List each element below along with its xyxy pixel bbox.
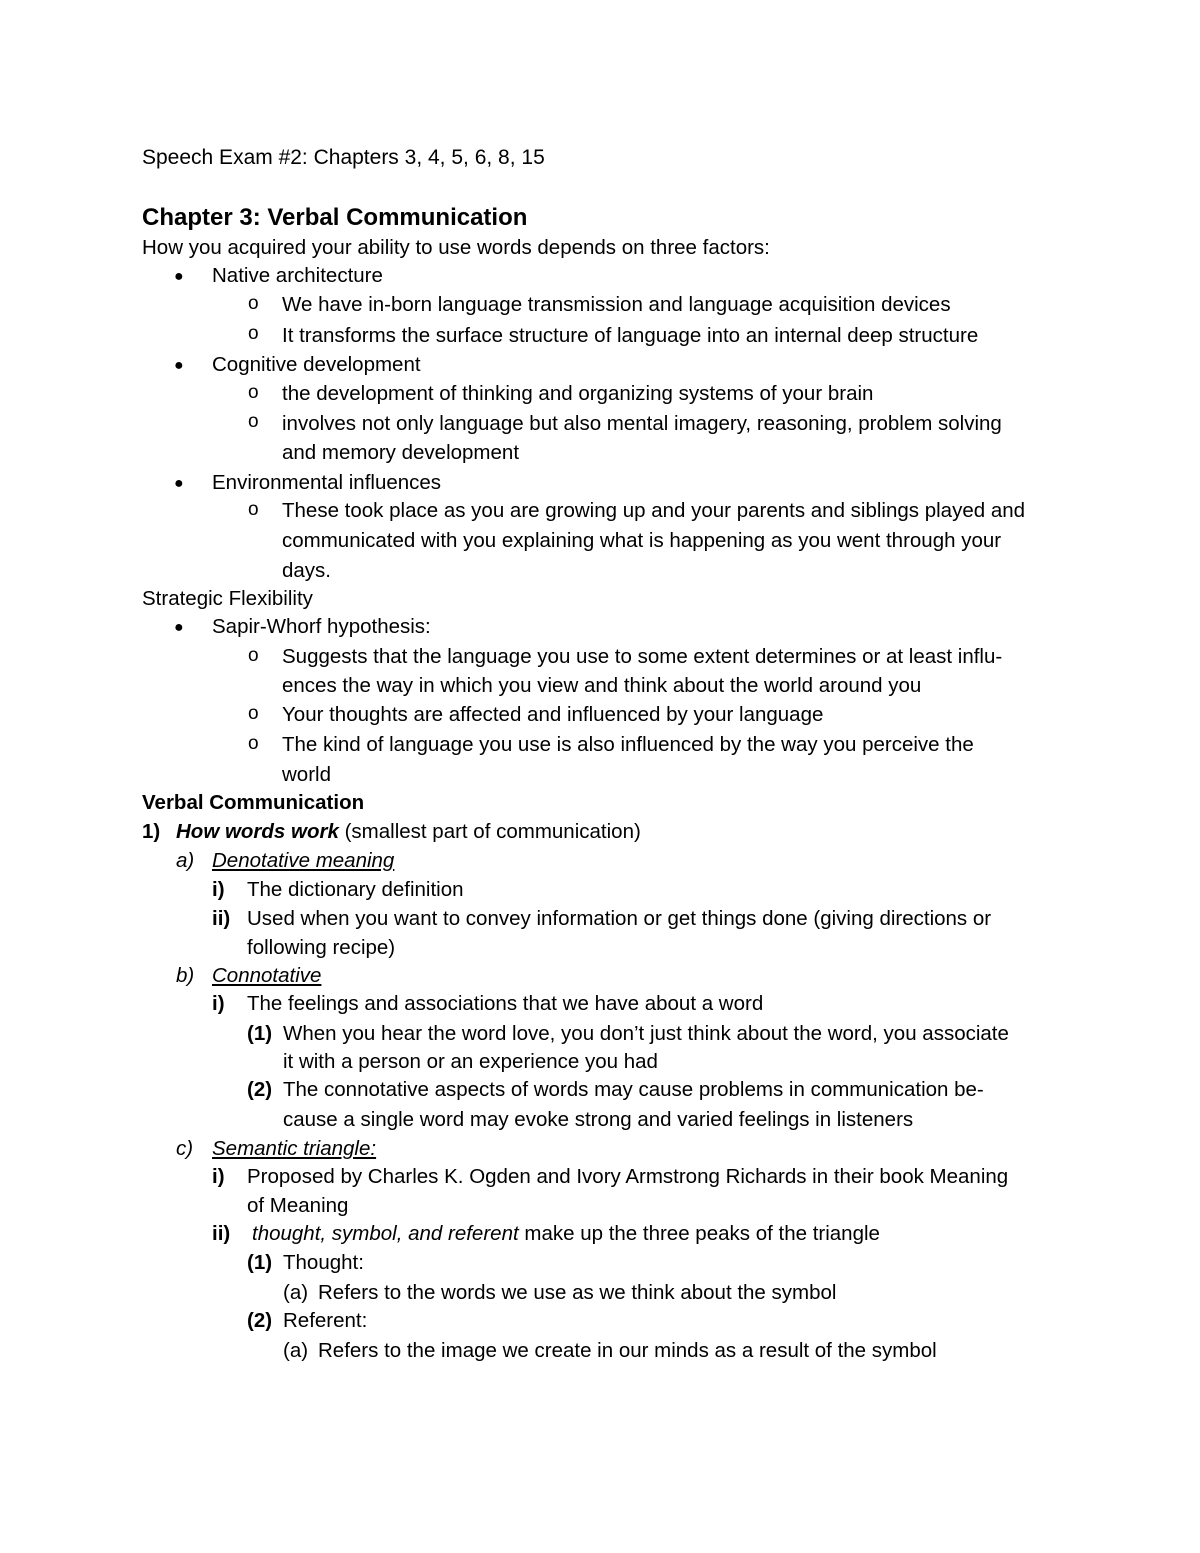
- list-letter: b): [176, 964, 195, 987]
- circle-bullet-icon: o: [248, 323, 259, 344]
- subheading-semantic-triangle: Semantic triangle:: [212, 1137, 377, 1160]
- circle-bullet-icon: o: [248, 293, 259, 314]
- list-paren-letter: (a): [283, 1339, 309, 1362]
- list-item-continuation: ences the way in which you view and think about the world around you: [282, 674, 922, 697]
- list-item: Sapir-Whorf hypothesis:: [212, 615, 431, 638]
- emphasis-text: thought, symbol, and referent: [252, 1222, 519, 1245]
- list-roman: i): [212, 992, 225, 1015]
- list-item: We have in-born language transmission and language acquisition devices: [282, 293, 951, 316]
- list-paren-number: (1): [247, 1022, 273, 1045]
- list-item-continuation: communicated with you explaining what is happening as you went through your: [282, 529, 1002, 552]
- list-item: The connotative aspects of words may cause problems in communication be-: [283, 1078, 984, 1101]
- list-letter: a): [176, 849, 195, 872]
- list-item-continuation: following recipe): [247, 936, 396, 959]
- intro-text: How you acquired your ability to use words depends on three factors:: [142, 236, 770, 259]
- bullet-icon: ●: [174, 619, 184, 636]
- list-item-continuation: and memory development: [282, 441, 520, 464]
- factor-cognitive-development: Cognitive development: [212, 353, 421, 376]
- list-item: involves not only language but also mental imagery, reasoning, problem solving: [282, 412, 1002, 435]
- list-item-text: make up the three peaks of the triangle: [518, 1222, 880, 1245]
- list-item: Suggests that the language you use to some extent determines or at least influ-: [282, 645, 1003, 668]
- list-paren-number: (2): [247, 1078, 273, 1101]
- list-item: These took place as you are growing up and your parents and siblings played and: [282, 499, 1026, 522]
- list-item: When you hear the word love, you don’t just think about the word, you associate: [283, 1022, 1009, 1045]
- list-item: Proposed by Charles K. Ogden and Ivory Armstrong Richards in their book Meaning: [247, 1165, 1009, 1188]
- list-item-text: (smallest part of communication): [338, 820, 641, 843]
- list-paren-number: (2): [247, 1309, 273, 1332]
- list-roman: ii): [212, 1222, 231, 1245]
- chapter-heading: Chapter 3: Verbal Communication: [142, 204, 528, 231]
- list-item: the development of thinking and organizing systems of your brain: [282, 382, 874, 405]
- circle-bullet-icon: o: [248, 703, 259, 724]
- list-letter: c): [176, 1137, 194, 1160]
- bullet-icon: ●: [174, 357, 184, 374]
- circle-bullet-icon: o: [248, 645, 259, 666]
- document-title: Speech Exam #2: Chapters 3, 4, 5, 6, 8, 15: [142, 146, 545, 169]
- list-item-how-words-work: [176, 822, 641, 843]
- list-item-continuation: it with a person or an experience you had: [283, 1050, 658, 1073]
- section-heading-strategic-flexibility: Strategic Flexibility: [142, 587, 313, 610]
- list-number: 1): [142, 820, 161, 843]
- list-item-continuation: cause a single word may evoke strong and varied feelings in listeners: [283, 1108, 914, 1131]
- subheading-connotative: Connotative: [212, 964, 322, 987]
- list-item: The dictionary definition: [247, 878, 464, 901]
- circle-bullet-icon: o: [248, 411, 259, 432]
- circle-bullet-icon: o: [248, 382, 259, 403]
- list-item-continuation: days.: [282, 559, 331, 582]
- circle-bullet-icon: o: [248, 733, 259, 754]
- list-roman: i): [212, 1165, 225, 1188]
- list-item: The kind of language you use is also influenced by the way you perceive the: [282, 733, 974, 756]
- emphasis-text: How words work: [176, 820, 339, 843]
- list-item: Your thoughts are affected and influenced by your language: [282, 703, 824, 726]
- bullet-icon: ●: [174, 475, 184, 492]
- factor-environmental-influences: Environmental influences: [212, 471, 442, 494]
- list-item: [252, 1224, 880, 1245]
- list-item: Thought:: [283, 1251, 364, 1274]
- list-paren-letter: (a): [283, 1281, 309, 1304]
- list-item: Referent:: [283, 1309, 368, 1332]
- factor-native-architecture: Native architecture: [212, 264, 383, 287]
- circle-bullet-icon: o: [248, 499, 259, 520]
- subheading-denotative-meaning: Denotative meaning: [212, 849, 395, 872]
- list-item: Used when you want to convey information or get things done (giving directions or: [247, 907, 992, 930]
- bullet-icon: ●: [174, 268, 184, 285]
- list-item: Refers to the image we create in our minds as a result of the symbol: [318, 1339, 937, 1362]
- list-item: It transforms the surface structure of language into an internal deep structure: [282, 324, 979, 347]
- list-roman: ii): [212, 907, 231, 930]
- list-item-continuation: world: [282, 763, 331, 786]
- list-item: Refers to the words we use as we think about the symbol: [318, 1281, 837, 1304]
- list-item: The feelings and associations that we have about a word: [247, 992, 764, 1015]
- list-roman: i): [212, 878, 225, 901]
- list-item-continuation: of Meaning: [247, 1194, 349, 1217]
- section-heading-verbal-communication: Verbal Communication: [142, 791, 365, 814]
- list-paren-number: (1): [247, 1251, 273, 1274]
